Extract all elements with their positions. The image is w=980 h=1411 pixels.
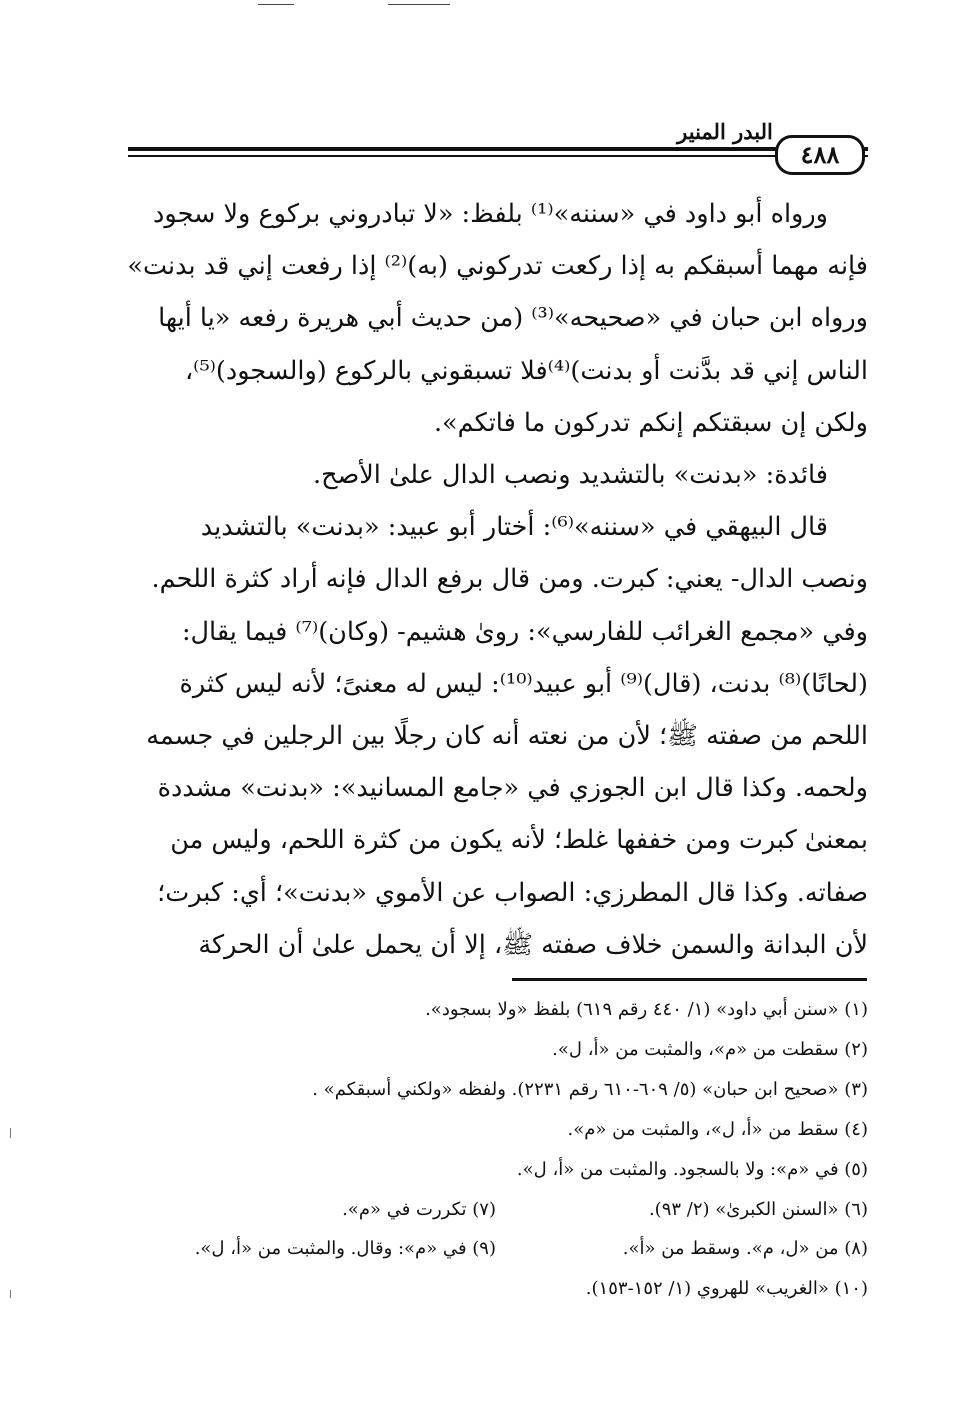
header-rule	[128, 155, 868, 157]
footnote-5: (٥) في «م»: ولا بالسجود. والمثبت من «أ، ل».	[516, 1158, 868, 1180]
text-line: ولحمه. وكذا قال ابن الجوزي في «جامع المسانيد»: «بدنت» مشددة	[157, 773, 868, 804]
footnote-6: (٦) «السنن الكبرىٰ» (٢/ ٩٣).	[648, 1198, 868, 1220]
page-number: ٤٨٨	[775, 135, 865, 175]
text-line: ولكن إن سبقتكم إنكم تدركون ما فاتكم».	[433, 407, 868, 438]
text-line: قال البيهقي في «سننه»⁽⁶⁾: أختار أبو عبيد: «بدنت» بالتشديد	[200, 512, 828, 543]
text-line: وفي «مجمع الغرائب للفارسي»: رویٰ هشيم- (وكان)⁽⁷⁾ فيما يقال:	[181, 616, 868, 647]
main-text	[118, 188, 868, 971]
scan-edge-line	[258, 4, 294, 5]
running-title: البدر المنير	[677, 119, 773, 144]
text-line: فائدة: «بدنت» بالتشديد ونصب الدال علىٰ الأصح.	[313, 460, 828, 491]
text-line: الناس إني قد بدَّنت أو بدنت)⁽⁴⁾فلا تسبقوني بالركوع (والسجود)⁽⁵⁾،	[184, 355, 868, 386]
footnote-2: (٢) سقطت من «م»، والمثبت من «أ، ل».	[552, 1038, 868, 1060]
text-line: ورواه ابن حبان في «صحيحه»⁽³⁾ (من حديث أبي هريرة رفعه «يا أيها	[158, 303, 868, 334]
text-line: بمعنىٰ كبرت ومن خففها غلط؛ لأنه يكون من كثرة اللحم، وليس من	[170, 825, 868, 856]
scan-edge-mark	[10, 1128, 11, 1138]
header-rule	[128, 147, 868, 151]
text-line: (لحانًا)⁽⁸⁾ بدنت، (قال)⁽⁹⁾ أبو عبيد⁽¹⁰⁾: ليس له معنىً؛ لأنه ليس كثرة	[179, 668, 868, 699]
footnote-rule	[512, 978, 867, 981]
footnote-row	[118, 1229, 868, 1269]
footnote-7: (٧) تكررت في «م».	[342, 1198, 496, 1220]
text-line: ونصب الدال- يعني: كبرت. ومن قال برفع الدال فإنه أراد كثرة اللحم.	[151, 564, 868, 595]
text-line: فإنه مهما أسبقكم به إذا ركعت تدركوني (به)⁽²⁾ إذا رفعت إني قد بدنت»	[127, 251, 868, 282]
footnote-1: (١) «سنن أبي داود» (١/ ٤٤٠ رقم ٦١٩) بلفظ «ولا بسجود».	[425, 999, 868, 1020]
scan-edge-mark	[10, 1290, 11, 1298]
text-line: اللحم من صفته ﷺ؛ لأن من نعته أنه كان رجلًا بين الرجلين في جسمه	[146, 721, 868, 752]
text-line: صفاته. وكذا قال المطرزي: الصواب عن الأموي «بدنت»؛ أي: كبرت؛	[157, 877, 868, 908]
footnote-9: (٩) في «م»: وقال. والمثبت من «أ، ل».	[194, 1238, 496, 1260]
footnotes	[118, 990, 868, 1309]
footnote-4: (٤) سقط من «أ، ل»، والمثبت من «م».	[567, 1118, 868, 1140]
text-line: ورواه أبو داود في «سننه»⁽¹⁾ بلفظ: «لا تبادروني بركوع ولا سجود	[153, 199, 828, 229]
footnote-10: (١٠) «الغريب» للهروي (١/ ١٥٢-١٥٣).	[585, 1278, 868, 1300]
footnote-3: (٣) «صحيح ابن حبان» (٥/ ٦٠٩-٦١٠ رقم ٢٢٣١). ولفظه «ولكني أسبقكم» .	[312, 1078, 868, 1100]
footnote-8: (٨) من «ل، م». وسقط من «أ».	[622, 1238, 868, 1260]
scan-edge-line	[388, 4, 450, 5]
footnote-row	[118, 1190, 868, 1230]
text-line: لأن البدانة والسمن خلاف صفته ﷺ، إلا أن يحمل علىٰ أن الحركة	[198, 929, 868, 960]
